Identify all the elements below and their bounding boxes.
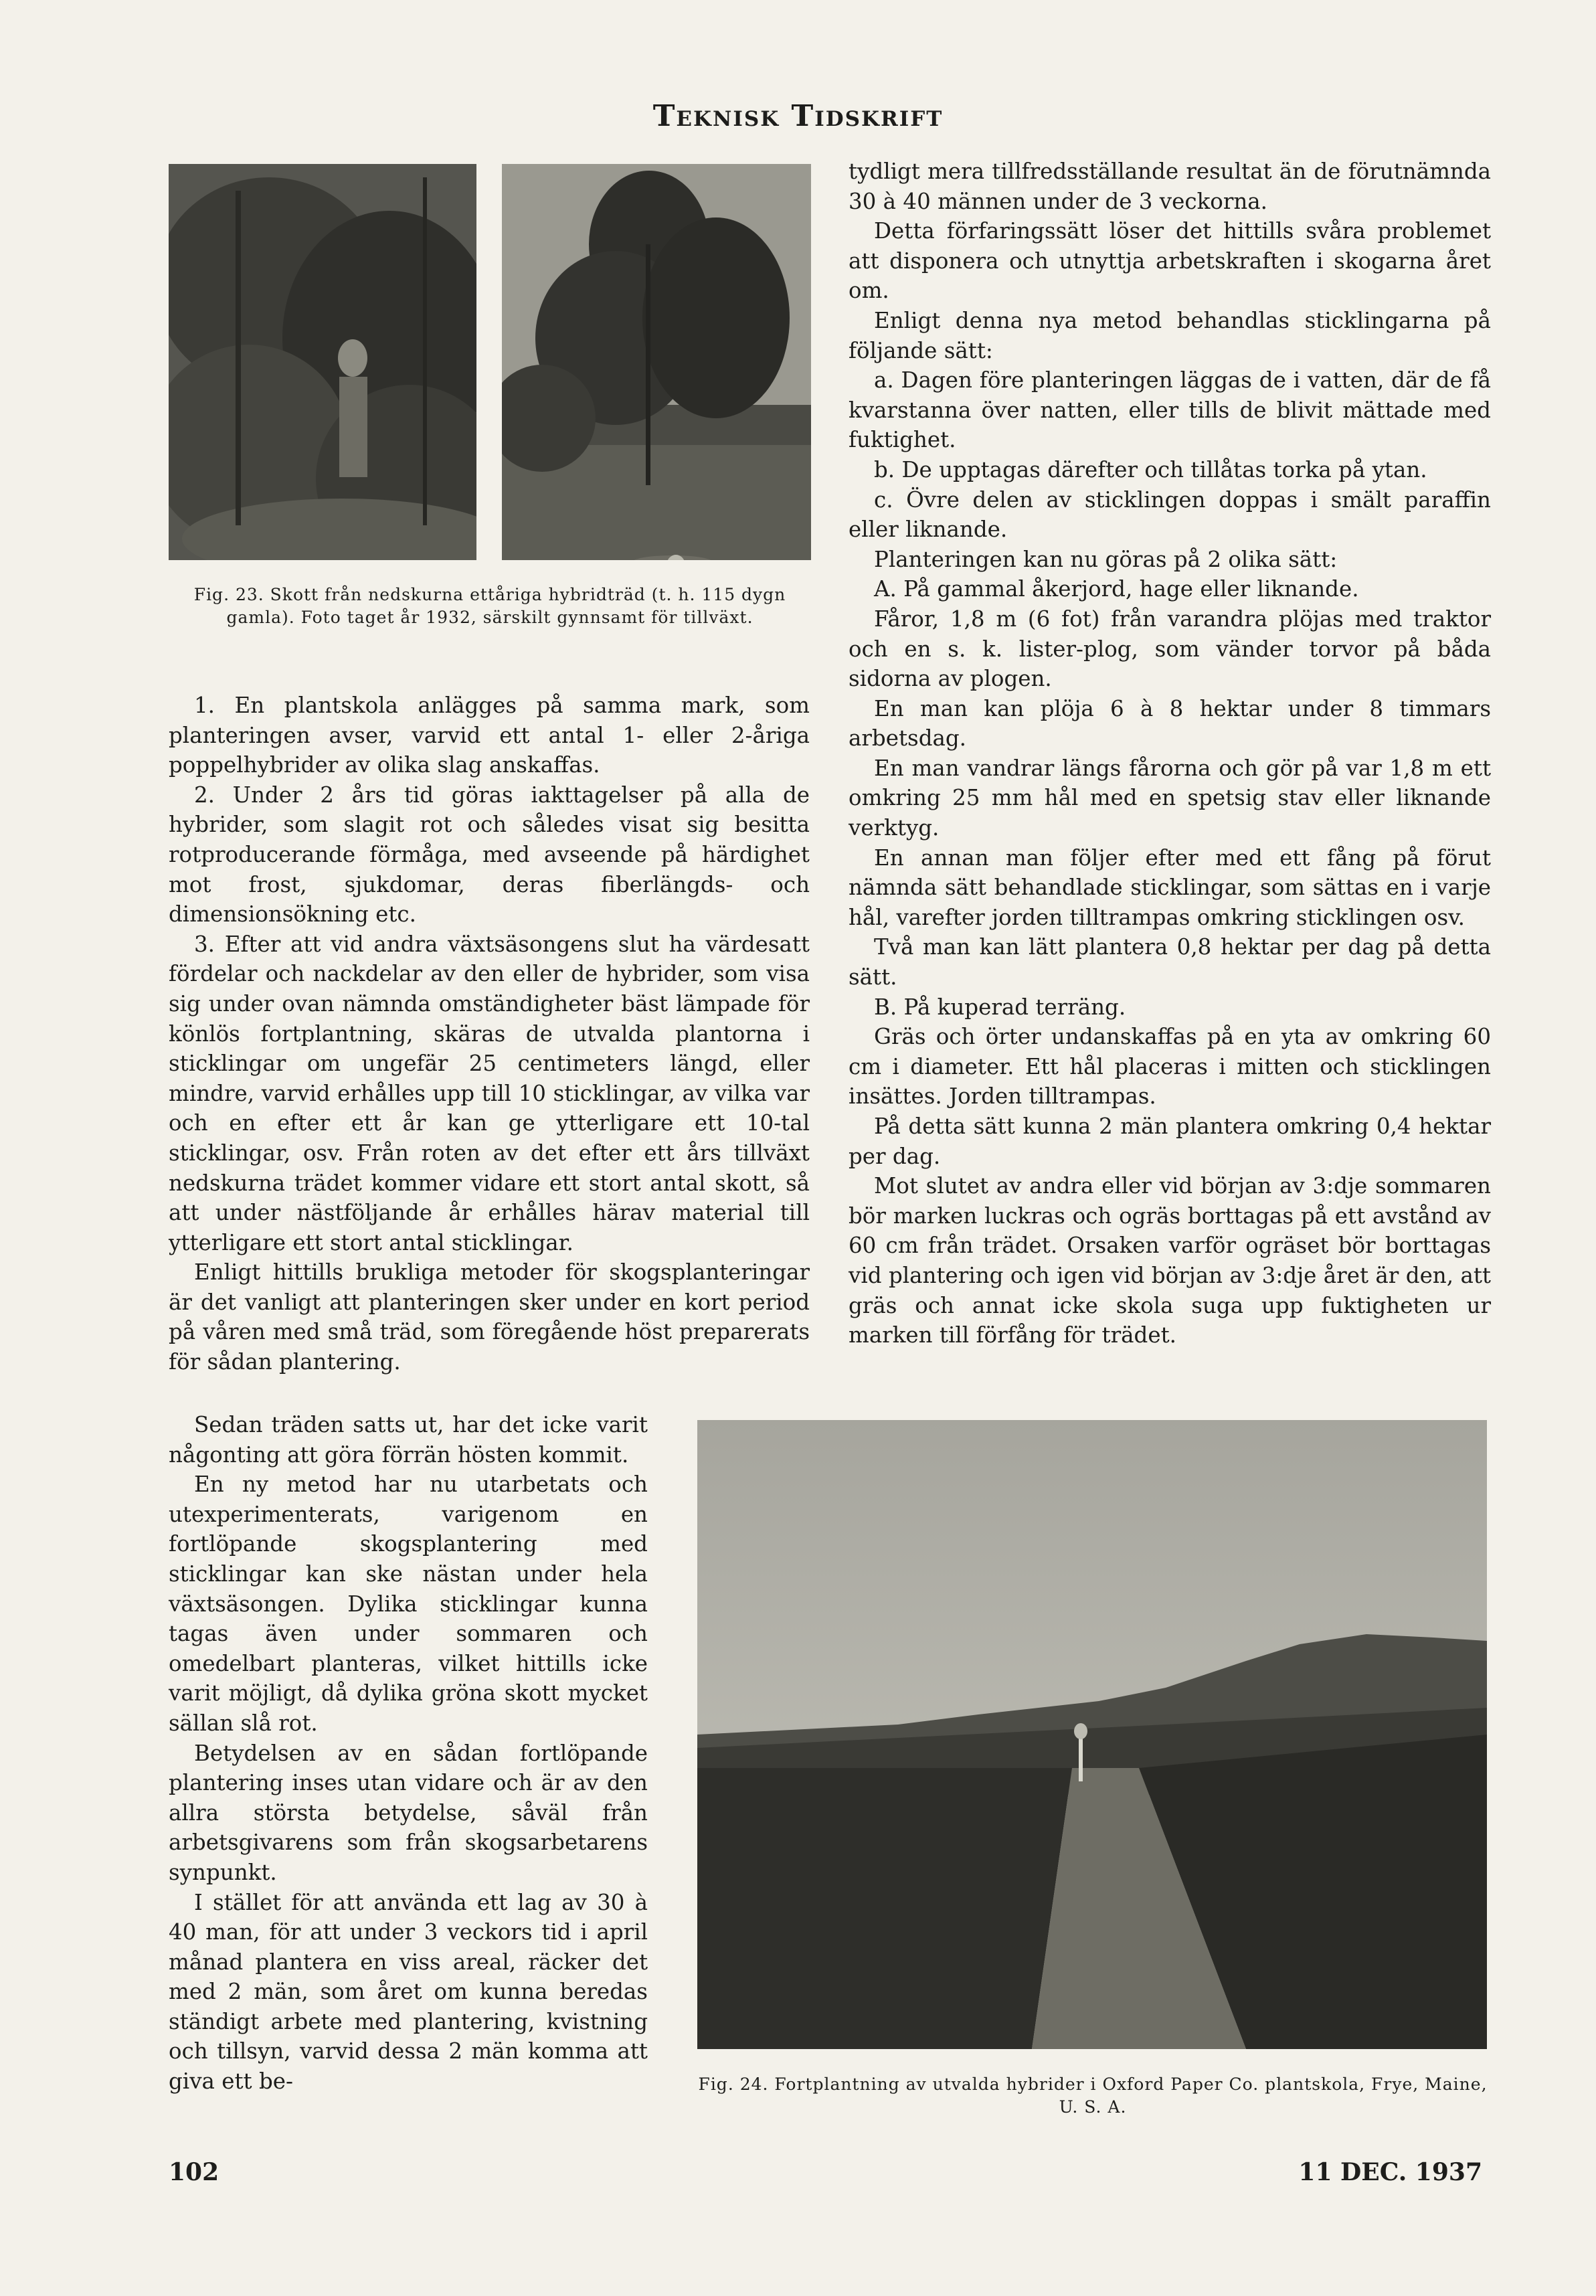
- fig23-photo-right: [502, 164, 811, 560]
- page-number: 102: [169, 2158, 219, 2186]
- left-paragraph: 3. Efter att vid andra växtsäsongens slut ha värdesatt fördelar och nackdelar av den eller de hybrider, som visa sig under ovan nämnda omständigheter bäst lämpade för könlös fortplantning, skäras de utvalda plantorna i sticklingar om ungefär 25 centimeters längd, eller mindre, varvid erhålles upp till 10 sticklingar, av vilka var och en efter ett år kan ge ytterligare ett 10-tal sticklingar, osv. Från roten av det efter ett års tillväxt nedskurna trädet kommer vidare ett stort antal skott, så att under nästföljande år erhålles härav material till ytterligare ett stort antal sticklingar.: [169, 931, 810, 1255]
- right-paragraph: Två man kan lätt plantera 0,8 hektar per dag på detta sätt.: [849, 934, 1491, 990]
- journal-header: Teknisk Tidskrift: [652, 99, 944, 133]
- left-paragraph: 2. Under 2 års tid göras iakttagelser på alla de hybrider, som slagit rot och således visat sig besitta rotproducerande förmåga, med avseende på härdighet mot frost, sjukdomar, deras fiberlängds- och dimensionsökning etc.: [169, 782, 810, 928]
- issue-date: 11 DEC. 1937: [1298, 2158, 1482, 2186]
- right-paragraph: En man kan plöja 6 à 8 hektar under 8 timmars arbetsdag.: [849, 695, 1491, 752]
- right-paragraph: a. Dagen före planteringen läggas de i vatten, där de få kvarstanna över natten, eller tills de blivit mättade med fuktighet.: [849, 367, 1491, 453]
- left-paragraph: 1. En plantskola anlägges på samma mark, som planteringen avser, varvid ett antal 1- eller 2-åriga poppelhybrider av olika slag anskaffas.: [169, 693, 810, 778]
- right-column: [849, 157, 1491, 1350]
- right-paragraph: På detta sätt kunna 2 män plantera omkring 0,4 hektar per dag.: [849, 1114, 1491, 1169]
- left-column: [169, 691, 810, 1377]
- fig24-caption: Fig. 24. Fortplantning av utvalda hybrider i Oxford Paper Co. plantskola, Frye, Maine, U. S. A.: [698, 2074, 1488, 2117]
- left-paragraph: Enligt hittills brukliga metoder för skogsplanteringar är det vanligt att planteringen sker under en kort period på våren med små träd, som föregående höst preparerats för sådan plantering.: [169, 1259, 810, 1375]
- right-paragraph: c. Övre delen av sticklingen doppas i smält paraffin eller liknande.: [849, 487, 1491, 543]
- left-paragraph: Sedan träden satts ut, har det icke varit någonting att göra förrän hösten kommit.: [169, 1412, 648, 1468]
- right-paragraph: b. De upptagas därefter och tillåtas torka på ytan.: [874, 456, 1427, 482]
- right-paragraph: Detta förfaringssätt löser det hittills svåra problemet att disponera och utnyttja arbetskraften i skogarna året om.: [849, 218, 1491, 304]
- right-paragraph: Planteringen kan nu göras på 2 olika sätt:: [874, 546, 1338, 572]
- fig23-caption: Fig. 23. Skott från nedskurna ettåriga hybridträd (t. h. 115 dygn gamla). Foto taget år 1932, särskilt gynnsamt för tillväxt.: [193, 585, 786, 627]
- fig23-photo-left: [169, 164, 476, 560]
- right-paragraph: Fåror, 1,8 m (6 fot) från varandra plöjas med traktor och en s. k. lister-plog, som vänder torvor på båda sidorna av plogen.: [849, 606, 1491, 692]
- right-paragraph: Enligt denna nya metod behandlas sticklingarna på följande sätt:: [849, 307, 1491, 363]
- right-paragraph: B. På kuperad terräng.: [874, 994, 1126, 1020]
- right-paragraph: En man vandrar längs fårorna och gör på var 1,8 m ett omkring 25 mm hål med en spetsig stav eller liknande verktyg.: [849, 755, 1491, 841]
- right-paragraph: tydligt mera tillfredsställande resultat än de förutnämnda 30 à 40 männen under de 3 veckorna.: [849, 159, 1491, 214]
- left-paragraph: En ny metod har nu utarbetats och utexperimenterats, varigenom en fortlöpande skogsplantering med sticklingar kan ske nästan under hela växtsäsongen. Dylika sticklingar kunna tagas även under sommaren och omedelbart planteras, vilket hittills icke varit möjligt, då dylika gröna skott mycket sällan slå rot.: [169, 1472, 648, 1736]
- right-paragraph: A. På gammal åkerjord, hage eller liknande.: [874, 576, 1359, 602]
- right-paragraph: Gräs och örter undanskaffas på en yta av omkring 60 cm i diameter. Ett hål placeras i mitten och sticklingen insättes. Jorden tilltrampas.: [849, 1024, 1491, 1110]
- left-paragraph: Betydelsen av en sådan fortlöpande plantering inses utan vidare och är av den allra största betydelse, såväl från arbetsgivarens som från skogsarbetarens synpunkt.: [169, 1740, 648, 1885]
- right-paragraph: Mot slutet av andra eller vid början av 3:dje sommaren bör marken luckras och ogräs borttagas på ett avstånd av 60 cm från trädet. Orsaken varför ogräset bör borttagas vid plantering och igen vid början av 3:dje året är den, att gräs och annat icke skola suga upp fuktigheten ur marken till förfång för trädet.: [849, 1173, 1491, 1348]
- fig24-photo: [697, 1420, 1487, 2049]
- left-paragraph: I stället för att använda ett lag av 30 à 40 man, för att under 3 veckors tid i april månad plantera en viss areal, räcker det med 2 män, som året om kunna beredas ständigt arbete med plantering, kvistning och tillsyn, varvid dessa 2 män komma att giva ett be-: [169, 1889, 648, 2095]
- right-paragraph: En annan man följer efter med ett fång på förut nämnda sätt behandlade sticklingar, som sättas en i varje hål, varefter jorden tilltrampas omkring sticklingen osv.: [849, 845, 1491, 930]
- left-column-narrow: [169, 1410, 648, 2097]
